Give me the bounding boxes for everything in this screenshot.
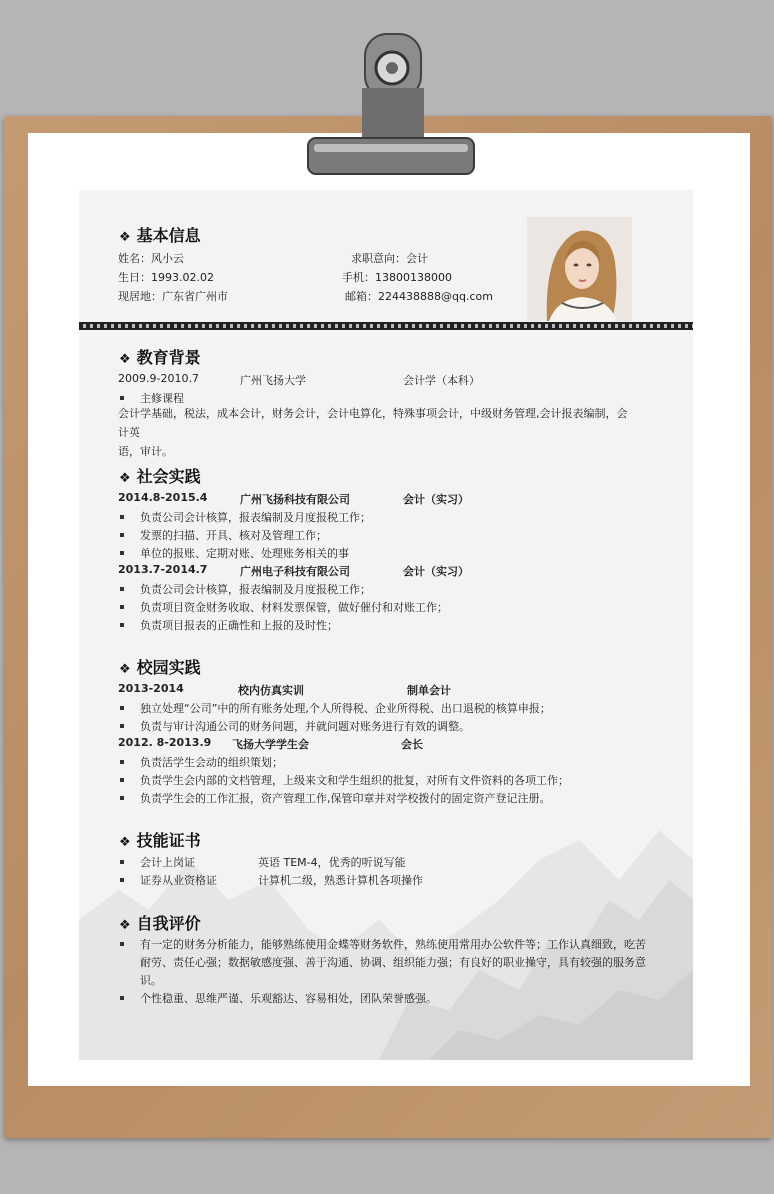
bullet-icon [120,605,124,609]
list-item: 负责项目资金财务收取、材料发票保管，做好催付和对账工作； [118,599,448,615]
list-item: 负责公司会计核算，报表编制及月度报税工作； [118,581,371,597]
self-text-line: 耐劳、责任心强；数据敏感度强、善于沟通、协调、组织能力强；有良好的职业操守，具有较强的服务意 [140,956,646,969]
job-period: 2013.7-2014.7 [118,563,208,576]
section-self-title: ❖ 自我评价 [119,914,201,933]
objective-field: 求职意向：会计 [351,252,428,265]
courses-text: 会计学基础，税法，成本会计，财务会计，会计电算化，特殊事项会计，中级财务管理,会计报表编制，会计英 语，审计。 [118,407,628,458]
diamond-icon: ❖ [119,662,131,677]
section-campus-title: ❖ 校园实践 [119,658,201,677]
education-period: 2009.9-2010.7 [118,372,199,385]
list-item: 发票的扫描、开具、核对及管理工作； [118,527,327,543]
list-item: 证券从业资格证 [118,872,217,888]
job-company: 广州飞扬科技有限公司 [240,493,350,506]
list-item: 负责学生会内部的文档管理，上级来文和学生组织的批复，对所有文件资料的各项工作； [118,772,569,788]
residence-field: 现居地：广东省广州市 [118,290,228,303]
diamond-icon: ❖ [119,835,131,850]
job-company: 广州电子科技有限公司 [240,565,350,578]
diamond-icon: ❖ [119,918,131,933]
bullet-icon [120,878,124,882]
skill-detail: 计算机二级，熟悉计算机各项操作 [258,874,423,887]
bullet-icon [120,515,124,519]
email-field: 邮箱：224438888@qq.com [345,290,493,303]
binder-clip [300,26,476,176]
campus-org: 飞扬大学学生会 [232,738,309,751]
bullet-icon [120,778,124,782]
list-item: 会计上岗证 [118,854,195,870]
campus-period: 2012. 8-2013.9 [118,736,212,749]
phone-field: 手机：13800138000 [342,271,452,284]
bullet-icon [120,551,124,555]
list-item: 个性稳重、思维严谨、乐观豁达、容易相处，团队荣誉感强。 [118,990,437,1006]
list-item: 负责活学生会动的组织策划； [118,754,283,770]
self-text-line: 识。 [140,974,162,987]
list-item: 独立处理“公司”中的所有账务处理,个人所得税、企业所得税、出口退税的核算申报； [118,700,551,716]
list-item: 单位的报账、定期对账、处理账务相关的事 [118,545,349,561]
campus-org: 校内仿真实训 [238,684,304,697]
section-social-title: ❖ 社会实践 [119,467,201,486]
campus-role: 制单会计 [407,684,451,697]
bullet-icon [120,396,124,400]
bullet-icon [120,533,124,537]
bullet-icon [120,724,124,728]
bullet-icon [120,860,124,864]
campus-role: 会长 [401,738,423,751]
bullet-icon [120,760,124,764]
bullet-icon [120,942,124,946]
list-item: 负责与审计沟通公司的财务问题，并就问题对账务进行有效的调整。 [118,718,470,734]
bullet-icon [120,996,124,1000]
education-major: 会计学（本科） [403,374,480,387]
section-skills-title: ❖ 技能证书 [119,831,201,850]
birth-field: 生日：1993.02.02 [118,271,214,284]
film-strip-divider [79,322,693,330]
name-field: 姓名：风小云 [118,252,184,265]
bullet-icon [120,706,124,710]
bullet-icon [120,587,124,591]
job-role: 会计（实习） [403,565,469,578]
list-item: 负责项目报表的正确性和上报的及时性； [118,617,338,633]
profile-photo [527,217,632,321]
diamond-icon: ❖ [119,352,131,367]
list-item: 有一定的财务分析能力，能够熟练使用金蝶等财务软件，熟练使用常用办公软件等；工作认真细致，吃苦 [118,936,646,952]
skill-detail: 英语 TEM-4，优秀的听说写能 [258,856,406,869]
bullet-icon [120,623,124,627]
education-school: 广州飞扬大学 [240,374,306,387]
list-item: 负责公司会计核算，报表编制及月度报税工作； [118,509,371,525]
diamond-icon: ❖ [119,471,131,486]
job-role: 会计（实习） [403,493,469,506]
job-period: 2014.8-2015.4 [118,491,208,504]
diamond-icon: ❖ [119,230,131,245]
section-education-title: ❖ 教育背景 [119,348,201,367]
campus-period: 2013-2014 [118,682,184,695]
list-item: 负责学生会的工作汇报，资产管理工作,保管印章并对学校拨付的固定资产登记注册。 [118,790,551,806]
bullet-icon [120,796,124,800]
list-item: 主修课程 [118,390,184,406]
section-basic-title: ❖ 基本信息 [119,226,201,245]
